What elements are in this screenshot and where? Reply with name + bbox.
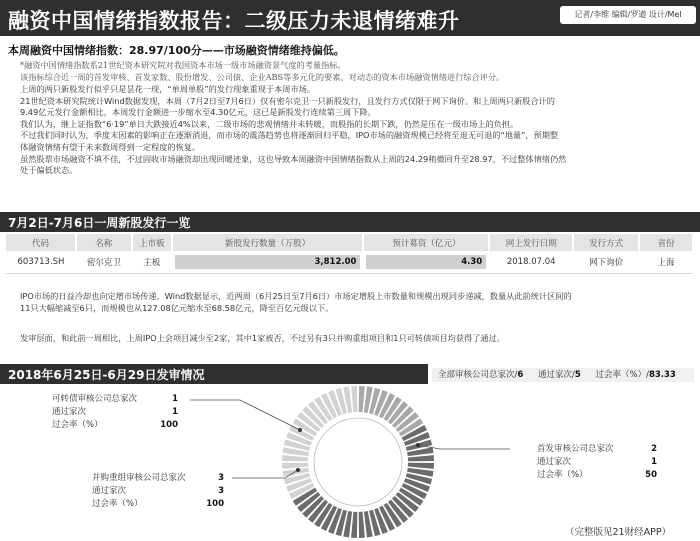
body-line: 不过我们同时认为，季度末因素的影响正在逐渐消退，而市场的震荡趋势也将逐渐回归平稳，IPO市场的融资规模已经将至退无可退的“地量”，预期整 <box>20 130 559 141</box>
donut-tick-merger <box>407 447 433 456</box>
total-value: 6 <box>517 370 524 380</box>
donut-tick-merger <box>408 463 434 469</box>
para2-line: IPO市场的日益冷却也向定增市场传递，Wind数据显示，近两周（6月25日至7月6日）市场定增股上市数量和规模出现同步递减，数量从此前统计区间的 <box>20 291 572 301</box>
cell-name: 密尔克卫 <box>76 251 132 273</box>
section-review <box>0 364 428 384</box>
donut-tick-merger <box>302 496 324 518</box>
analysis-paragraph <box>20 84 692 177</box>
para3-line: 发审层面，和此前一周相比，上周IPO上会项目减少至2家，其中1家被否，不过另有3只并购重组项目和1只可转债项目均获得了通过。 <box>20 333 505 343</box>
donut-tick-merger <box>379 506 395 531</box>
donut-tick-merger <box>364 511 373 537</box>
donut-tick-ipo <box>328 390 342 416</box>
col-code: 代码 <box>6 234 76 251</box>
donut-tick-ipo <box>284 440 310 451</box>
col-name: 名称 <box>76 234 132 251</box>
row-value: 1 <box>172 394 178 404</box>
donut-inner-ring <box>314 418 402 506</box>
donut-tick-convertible <box>369 388 380 414</box>
group-row <box>52 419 178 432</box>
body-line: 9.49亿元发行金额相比，本周发行金额进一步缩水至4.30亿元，这已是新股发行连续第三周下降。 <box>20 107 376 118</box>
credits-badge: 记者/李维 编辑/罗遒 设计/Mel <box>560 6 696 24</box>
ipo-table <box>6 234 694 274</box>
connector-convertible <box>190 400 300 430</box>
group-row <box>537 469 657 482</box>
funds-bar <box>366 255 486 269</box>
donut-tick-ipo <box>282 455 308 461</box>
donut-tick-ipo <box>284 473 310 484</box>
donut-tick-merger <box>402 425 427 441</box>
donut-tick-merger <box>388 500 408 523</box>
group-ipo <box>537 443 657 482</box>
donut-tick-ipo <box>297 412 320 432</box>
group-row <box>52 393 178 406</box>
index-definition-note <box>20 60 692 83</box>
row-label: 并购重组审核公司总家次 <box>92 473 186 483</box>
donut-tick-merger <box>406 473 432 484</box>
donut-tick-ipo <box>293 418 317 436</box>
donut-tick-merger <box>392 496 414 518</box>
section-title: 7月2日-7月6日一周新股发行一览 <box>8 216 191 230</box>
review-paragraph <box>20 332 692 344</box>
group-convertible <box>52 393 178 432</box>
donut-background <box>281 385 435 539</box>
col-method: 发行方式 <box>573 234 639 251</box>
section-title: 2018年6月25日-6月29日发审情况 <box>8 368 205 382</box>
donut-tick-merger <box>297 492 320 512</box>
group-row <box>52 406 178 419</box>
group-row <box>537 456 657 469</box>
cell-method: 网下询价 <box>573 251 639 273</box>
donut-ring <box>281 385 435 539</box>
footer-note: （完整版见21财经APP） <box>565 527 672 538</box>
page-title: 融资中国情绪指数报告：二级压力未退情绪难升 <box>8 9 460 33</box>
donut-tick-merger <box>321 506 337 531</box>
body-line: 21世纪资本研究院统计Wind数据发现，本周（7月2日至7月6日）仅有密尔克卫一只新股发行，且发行方式仅限于网下询价。和上周两只新股合计的 <box>20 95 555 106</box>
donut-tick-ipo <box>302 406 324 428</box>
donut-tick-merger <box>374 508 388 534</box>
table-row <box>6 251 693 273</box>
group-merger <box>92 472 224 511</box>
donut-tick-merger <box>404 432 430 446</box>
donut-tick-ipo <box>283 468 309 477</box>
group-row <box>92 498 224 511</box>
donut-tick-ipo <box>286 432 312 446</box>
donut-tick-convertible <box>379 393 395 418</box>
row-value: 3 <box>218 486 224 496</box>
donut-tick-convertible <box>359 386 365 412</box>
group-row <box>92 485 224 498</box>
body-line: 我们认为，继上证指数“6·19”单日大跌接近4%以来，二级市场的悲观情绪并未转暖，而股指的长期下跌，仍然是压在一级市场上的负担。 <box>20 118 519 129</box>
col-funds: 预计募资（亿元） <box>363 234 489 251</box>
row-label: 过会率（%） <box>92 499 143 509</box>
placement-paragraph <box>20 290 692 314</box>
row-value: 1 <box>172 407 178 417</box>
donut-tick-merger <box>384 503 402 527</box>
body-line: 体融资情绪有望于未来数周得到一定程度的恢复。 <box>20 141 201 152</box>
row-label: 可转债审核公司总家次 <box>52 394 138 404</box>
rate-label: 过会率（%）/ <box>595 370 649 380</box>
donut-tick-merger <box>351 512 357 538</box>
donut-tick-merger <box>399 488 423 506</box>
donut-tick-merger <box>314 503 332 527</box>
passed-value: 5 <box>574 370 581 380</box>
row-label: 通过家次 <box>92 486 127 496</box>
body-line: 上周的两只新股发行似乎只是昙花一现，“单周单股”的发行现象重现于本周市场。 <box>20 84 316 94</box>
donut-tick-ipo <box>282 463 308 469</box>
donut-tick-convertible <box>388 401 408 424</box>
donut-tick-convertible <box>374 390 388 416</box>
shares-bar <box>175 255 361 269</box>
note-line: 该指标综合近一周的首发审核、首发家数、股份增发、公司债、企业ABS等多元化的要素，对动态的资本市场融资情绪进行综合评分。 <box>20 71 505 82</box>
cell-board: 主板 <box>132 251 172 273</box>
row-value: 3 <box>218 473 224 483</box>
total-label: 全部审核公司总家次/ <box>438 370 518 380</box>
donut-tick-ipo <box>289 425 314 441</box>
row-value: 100 <box>206 499 224 509</box>
col-date: 网上发行日期 <box>489 234 573 251</box>
rate-value: 83.33 <box>648 370 676 380</box>
note-line: *融资中国情绪指数系21世纪资本研究院对我国资本市场一级市场融资景气度的考量指标。 <box>20 60 346 70</box>
donut-tick-ipo <box>286 478 312 492</box>
review-summary <box>432 368 694 382</box>
donut-tick-merger <box>402 483 427 499</box>
row-label: 过会率（%） <box>537 470 588 480</box>
donut-tick-merger <box>343 511 352 537</box>
donut-tick-merger <box>328 508 342 534</box>
connector-lines <box>190 400 510 478</box>
donut-tick-ipo <box>308 401 328 424</box>
row-value: 1 <box>651 457 657 467</box>
row-value: 2 <box>651 444 657 454</box>
col-shares: 新股发行数量（万股） <box>172 234 364 251</box>
donut-tick-merger <box>396 492 419 512</box>
donut-tick-ipo <box>351 386 357 412</box>
para2-line: 11只大幅缩减至6只，而规模也从127.08亿元缩水至68.58亿元，降至百亿元级以下。 <box>20 303 334 313</box>
connector-ipo <box>418 445 510 449</box>
donut-tick-ipo <box>283 447 309 456</box>
donut-tick-merger <box>369 510 380 536</box>
donut-tick-ipo <box>289 483 314 499</box>
passed-label: 通过家次/ <box>538 370 575 380</box>
donut-tick-ipo <box>314 397 332 421</box>
connector-dots <box>296 428 420 472</box>
donut-tick-ipo <box>343 387 352 413</box>
body-line: 虽然股票市场融资不填不佳，不过固收市场融资却出现回暖迹象，这也导致本周融资中国情绪指数从上周的24.29稍微回升至28.97，不过整体情绪仍然 <box>20 153 567 164</box>
donut-tick-merger <box>408 455 434 461</box>
dot-ipo <box>416 443 420 447</box>
header-bar <box>0 0 700 36</box>
row-label: 通过家次 <box>52 407 87 417</box>
donut-tick-merger <box>293 488 317 506</box>
donut-tick-merger <box>308 500 328 523</box>
donut-tick-merger <box>407 468 433 477</box>
cell-province: 上海 <box>639 251 693 273</box>
funds-value: 4.30 <box>461 256 483 267</box>
col-board: 上市板 <box>132 234 172 251</box>
row-value: 100 <box>160 420 178 430</box>
cell-funds <box>363 251 489 273</box>
body-line: 处于偏低状态。 <box>20 165 78 176</box>
index-summary: 本周融资中国情绪指数：28.97/100分——市场融资情绪维持偏低。 <box>8 44 345 57</box>
cell-code: 603713.SH <box>6 251 76 273</box>
donut-tick-ipo <box>336 388 347 414</box>
group-row <box>537 443 657 456</box>
dot-merger <box>296 468 300 472</box>
connector-merger <box>232 470 298 478</box>
donut-tick-merger <box>359 512 365 538</box>
donut-tick-convertible <box>364 387 373 413</box>
donut-tick-merger <box>406 440 432 451</box>
donut-tick-convertible <box>384 397 402 421</box>
row-value: 50 <box>645 470 657 480</box>
cell-date: 2018.07.04 <box>489 251 573 273</box>
donut-tick-convertible <box>392 406 414 428</box>
row-label: 过会率（%） <box>52 420 103 430</box>
row-label: 首发审核公司总家次 <box>537 444 614 454</box>
shares-value: 3,812.00 <box>314 256 357 267</box>
donut-tick-merger <box>404 478 430 492</box>
donut-tick-convertible <box>396 412 419 432</box>
row-label: 通过家次 <box>537 457 572 467</box>
cell-shares <box>172 251 364 273</box>
section-ipo-week <box>0 212 700 232</box>
table-header-row <box>6 234 693 251</box>
donut-tick-ipo <box>321 393 337 418</box>
donut-tick-convertible <box>399 418 423 436</box>
dot-convertible <box>298 428 302 432</box>
group-row <box>92 472 224 485</box>
donut-tick-merger <box>336 510 347 536</box>
col-province: 省份 <box>639 234 693 251</box>
